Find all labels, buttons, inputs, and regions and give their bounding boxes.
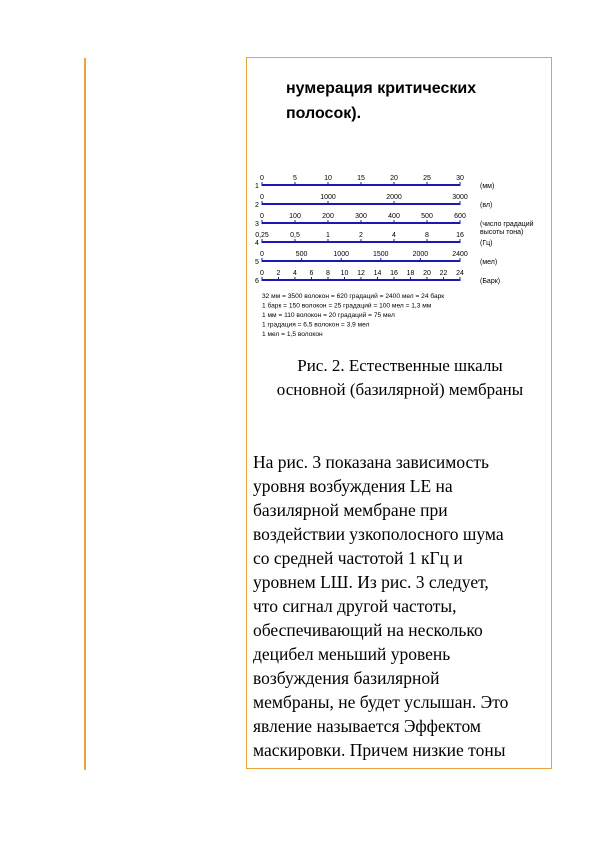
caption-line: основной (базилярной) мембраны: [276, 380, 524, 399]
scale-tick-label: 6: [309, 270, 314, 277]
scale-tick-label: 22: [439, 270, 448, 277]
scale-tick-label: 0: [260, 270, 264, 277]
figure-caption: [252, 354, 548, 402]
scale-equivalence-note: 32 мм = 3500 волокон = 620 градаций = 2400 мел = 24 барк: [262, 293, 445, 300]
scale-tick-label: 0: [260, 194, 264, 201]
scale-equivalence-note: 1 мм = 110 волокон = 20 градаций = 75 мел: [262, 312, 395, 319]
paragraph-line: базилярной мембране при: [253, 500, 448, 520]
scale-tick-label: 0: [260, 175, 264, 182]
scale-tick-label: 600: [454, 213, 466, 220]
scale-tick-label: 0: [260, 213, 264, 220]
scale-tick-label: 1000: [320, 194, 336, 201]
scale-tick-label: 12: [357, 270, 365, 277]
scale-unit-label: (мел): [480, 259, 498, 266]
scale-tick-label: 4: [392, 232, 396, 239]
scale-tick-label: 18: [406, 270, 415, 277]
scale-tick-label: 25: [423, 175, 431, 182]
scale-tick-label: 200: [322, 213, 334, 220]
paragraph-line: маскировки. Причем низкие тоны: [253, 740, 506, 760]
heading-continuation: [286, 76, 536, 126]
left-margin-rule: [84, 58, 86, 770]
scale-tick-label: 30: [456, 175, 464, 182]
scale-tick-label: 20: [423, 270, 431, 277]
paragraph-line: На рис. 3 показана зависимость: [253, 452, 489, 472]
scale-tick-label: 2000: [412, 251, 429, 258]
scale-number: 5: [255, 259, 259, 266]
scale-tick-label: 24: [456, 270, 464, 277]
scale-tick-label: 500: [295, 251, 308, 258]
scale-tick-label: 300: [355, 213, 367, 220]
scale-number: 2: [255, 202, 259, 209]
scale-tick-label: 10: [340, 270, 349, 277]
scale-tick-label: 15: [357, 175, 365, 182]
scale-tick-label: 2: [359, 232, 363, 239]
scale-tick-label: 2000: [386, 194, 402, 201]
scale-equivalence-note: 1 градация = 6,5 волокон = 3,9 мел: [262, 321, 370, 329]
paragraph-line: мембраны, не будет услышан. Это: [253, 692, 509, 712]
scale-tick-label: 500: [421, 213, 433, 220]
scale-unit-label: (Гц): [480, 240, 493, 247]
scale-tick-label: 0,5: [290, 232, 300, 239]
scale-tick-label: 100: [289, 213, 301, 220]
scale-tick-label: 14: [373, 270, 382, 277]
scale-tick-label: 10: [324, 175, 332, 182]
heading-line: нумерация критических: [286, 80, 477, 97]
paragraph-line: возбуждения базилярной: [253, 668, 440, 688]
paragraph-line: воздействии узкополосного шума: [253, 524, 504, 544]
scale-tick-label: 0,25: [255, 232, 269, 239]
paragraph-line: обеспечивающий на несколько: [253, 620, 483, 640]
scale-tick-label: 8: [425, 232, 429, 239]
scale-number: 1: [255, 183, 259, 190]
caption-line: Рис. 2. Естественные шкалы: [297, 356, 503, 375]
heading-line: полосок).: [286, 105, 362, 122]
scale-tick-label: 5: [293, 175, 297, 182]
scale-tick-label: 1: [326, 232, 330, 239]
scale-equivalence-note: 1 мел = 1,5 волокон: [262, 331, 323, 338]
paragraph-line: явление называется Эффектом: [253, 716, 481, 736]
scale-tick-label: 16: [390, 270, 398, 277]
paragraph-line: уровнем LШ. Из рис. 3 следует,: [253, 572, 489, 592]
scale-number: 3: [255, 221, 259, 228]
scale-tick-label: 400: [388, 213, 400, 220]
scale-unit-label: высоты тона): [480, 229, 524, 236]
scale-tick-label: 2400: [452, 251, 468, 258]
scale-unit-label: (вл): [480, 202, 493, 209]
paragraph-line: со средней частотой 1 кГц и: [253, 548, 463, 568]
scale-unit-label: (мм): [480, 183, 495, 190]
scale-tick-label: 4: [293, 270, 297, 277]
scale-tick-label: 3000: [452, 194, 468, 201]
scale-tick-label: 1500: [373, 251, 389, 258]
paragraph-line: децибел меньший уровень: [253, 644, 451, 664]
scale-unit-label: (Барк): [480, 278, 501, 285]
scale-tick-label: 0: [260, 251, 264, 258]
basilar-scales-figure: [250, 166, 550, 350]
paragraph-line: что сигнал другой частоты,: [253, 596, 457, 616]
scale-tick-label: 16: [456, 232, 464, 239]
scale-tick-label: 8: [326, 270, 330, 277]
scale-equivalence-note: 1 барк = 150 волокон = 25 градаций = 100 мел = 1,3 мм: [262, 302, 432, 310]
scale-tick-label: 20: [390, 175, 398, 182]
body-paragraph: [253, 450, 549, 762]
scale-number: 4: [255, 240, 259, 247]
scale-tick-label: 2: [276, 270, 281, 277]
scale-tick-label: 1000: [333, 251, 349, 258]
paragraph-line: уровня возбуждения LE на: [253, 476, 453, 496]
scale-unit-label: (число градаций: [480, 221, 534, 228]
scale-number: 6: [255, 278, 259, 285]
